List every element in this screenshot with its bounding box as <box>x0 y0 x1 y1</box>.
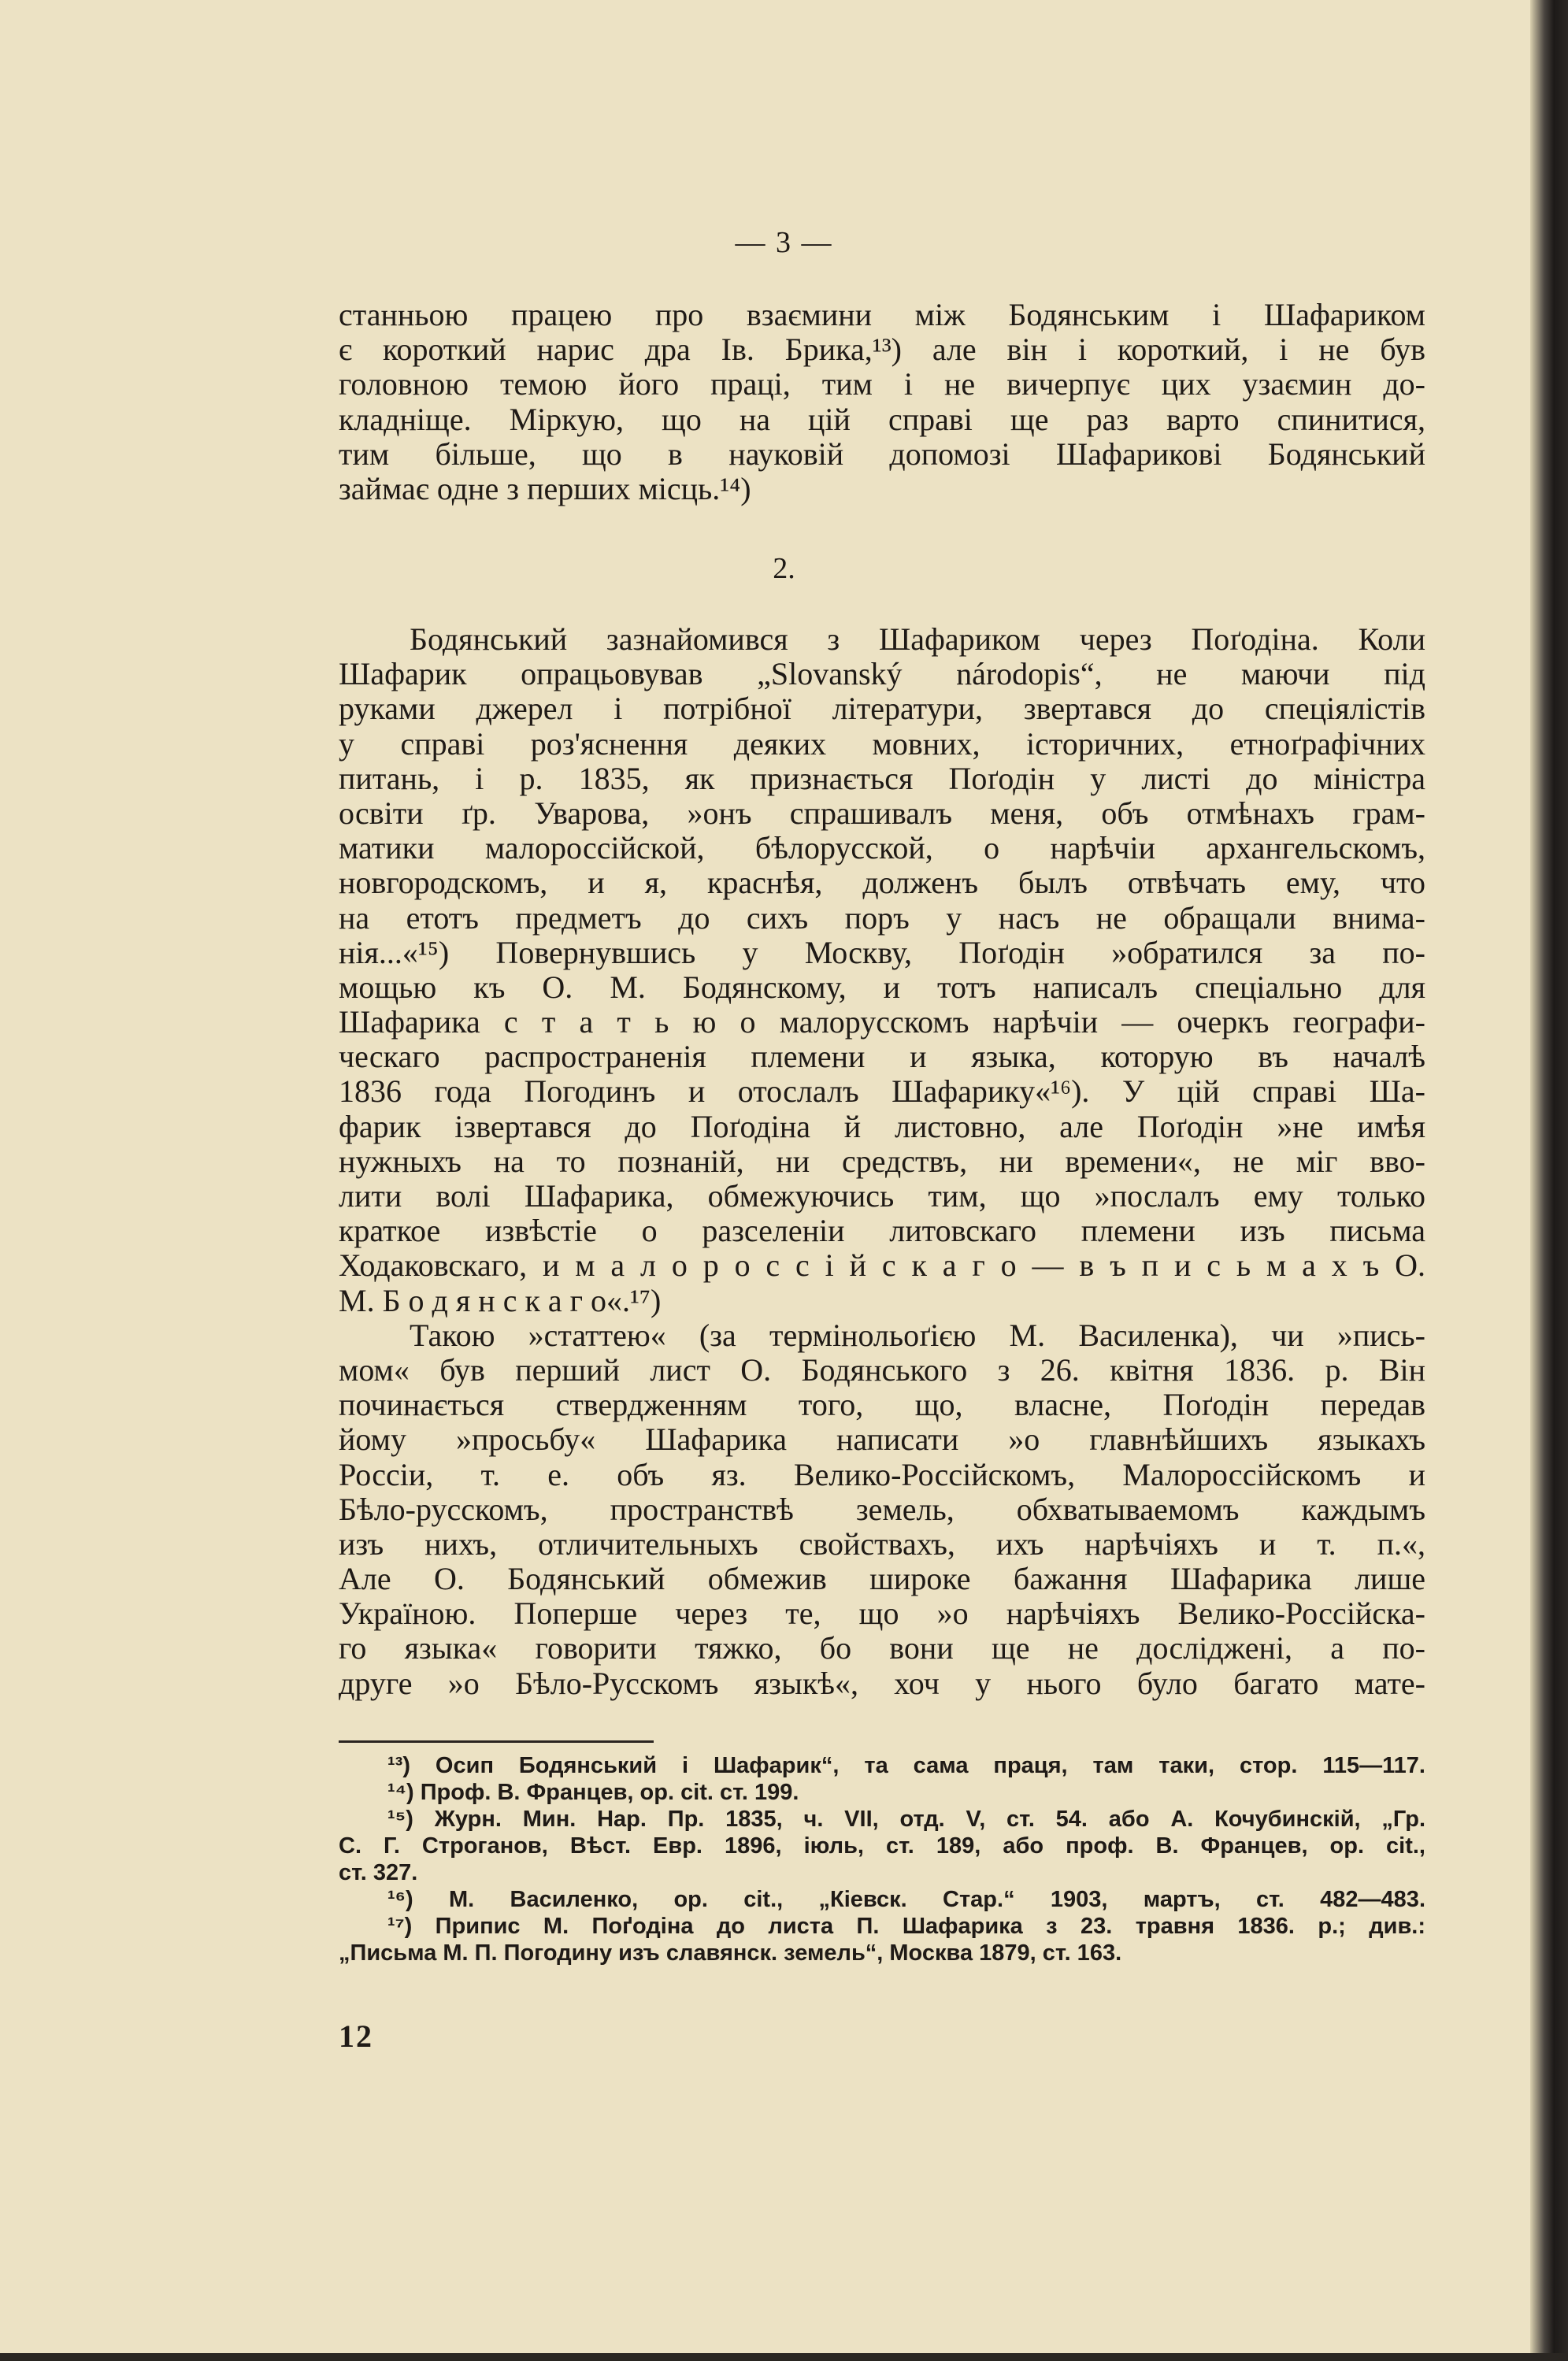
text-line: головною темою його праці, тим і не вичерпує цих узаємин до- <box>339 366 1425 402</box>
text-line: починається ствердженням того, що, власне, Поґодін передав <box>339 1387 1425 1423</box>
page-bottom-edge <box>0 2353 1568 2361</box>
text-line: у справі роз'яснення деяких мовних, історичних, етноґрафічних <box>339 725 1425 762</box>
paragraph-2 <box>339 1318 1425 1701</box>
text-line: йому »просьбу« Шафарика написати »о главнѣйшихъ языкахъ <box>339 1421 1425 1458</box>
text-line: Шафарика с т а т ь ю о малорусскомъ нарѣчіи — очеркъ географи- <box>339 1004 1425 1040</box>
text-line: Ходаковскаго, и м а л о р о с с і й с к а г о — в ъ п и с ь м а х ъ О. <box>339 1247 1425 1284</box>
text-line: освіти ґр. Уварова, »онъ спрашивалъ меня, объ отмѣнахъ грам- <box>339 795 1425 831</box>
text-line: Україною. Поперше через те, що »о нарѣчіяхъ Велико-Россійска- <box>339 1596 1425 1632</box>
text-line: матики малороссійской, бѣлорусской, о нарѣчіи архангельскомъ, <box>339 830 1425 866</box>
text-line: Россіи, т. е. объ яз. Велико-Россійскомъ, Малороссійскомъ и <box>339 1456 1425 1492</box>
text-line: нія...«¹⁵) Повернувшись у Москву, Поґодін »обратился за по- <box>339 934 1425 970</box>
footnote-line: ¹⁷) Припис М. Поґодіна до листа П. Шафарика з 23. травня 1836. р.; див.: <box>387 1914 1425 1939</box>
text-line: є короткий нарис дра Ів. Брика,¹³) але він і короткий, і не був <box>339 332 1425 368</box>
text-line: мом« був перший лист О. Бодянського з 26. квітня 1836. р. Він <box>339 1351 1425 1388</box>
intro-paragraph <box>339 298 1425 506</box>
footnote-17 <box>339 1913 1425 1966</box>
text-line: Бѣло-русскомъ, пространствѣ земель, обхватываемомъ каждымъ <box>339 1491 1425 1527</box>
text-line: го языка« говорити тяжко, бо вони ще не досліджені, а по- <box>339 1630 1425 1666</box>
footnote-16 <box>339 1886 1425 1913</box>
text-line: М. Б о д я н с к а г о«.¹⁷) <box>339 1282 662 1318</box>
text-line: займає одне з перших місць.¹⁴) <box>339 470 751 506</box>
text-line: тим більше, що в науковій допомозі Шафарикові Бодянський <box>339 436 1425 472</box>
text-line: станньою працею про взаємини між Бодянським і Шафариком <box>339 297 1425 332</box>
footnote-15 <box>339 1806 1425 1886</box>
footnote-14 <box>339 1779 1425 1806</box>
footnote-line: ¹⁵) Журн. Мин. Нар. Пр. 1835, ч. VII, отд. V, ст. 54. або А. Кочубинскій, „Гр. <box>387 1807 1425 1832</box>
text-line: Бодянський зазнайомився з Шафариком через Поґодіна. Коли <box>410 621 1425 657</box>
text-line: питань, і р. 1835, як признається Поґодін у листі до міністра <box>339 760 1425 796</box>
text-line: Такою »статтею« (за термінольоґією М. Василенка), чи »пись- <box>410 1317 1425 1353</box>
footnote-line: ¹⁶) М. Василенко, op. cit., „Кіевск. Стар.“ 1903, мартъ, ст. 482—483. <box>387 1887 1425 1912</box>
text-line: фарик ізвертався до Поґодіна й листовно, але Поґодін »не имѣя <box>339 1108 1425 1144</box>
section-heading: 2. <box>773 552 795 585</box>
footnote-rule <box>339 1740 654 1743</box>
footnote-line: С. Г. Строганов, Вѣст. Евр. 1896, іюль, ст. 189, або проф. В. Францев, op. cit., <box>339 1833 1425 1859</box>
text-line: нужныхъ на то познаній, ни средствъ, ни времени«, не міг вво- <box>339 1143 1425 1179</box>
text-line: на етотъ предметъ до сихъ поръ у насъ не обращали внима- <box>339 899 1425 936</box>
paragraph-1 <box>339 622 1425 1318</box>
footnote-line: „Письма М. П. Погодину изъ славянск. земель“, Москва 1879, ст. 163. <box>339 1940 1122 1966</box>
text-line: 1836 года Погодинъ и отослалъ Шафарику«¹⁶). У цій справі Ша- <box>339 1073 1425 1110</box>
text-line: руками джерел і потрібної літератури, звертався до спеціялістів <box>339 691 1425 727</box>
footnote-line: ¹⁴) Проф. В. Францев, op. cit. ст. 199. <box>387 1780 799 1805</box>
page-number: — 3 — <box>735 226 833 259</box>
footnote-line: ст. 327. <box>339 1860 418 1885</box>
text-line: новгородскомъ, и я, краснѣя, долженъ былъ отвѣчать ему, что <box>339 865 1425 901</box>
text-line: Але О. Бодянський обмежив широке бажання Шафарика лише <box>339 1561 1425 1597</box>
text-line: изъ нихъ, отличительныхъ свойствахъ, ихъ нарѣчіяхъ и т. п.«, <box>339 1525 1425 1562</box>
text-line: ческаго распространенія племени и языка, которую въ началѣ <box>339 1039 1425 1075</box>
text-line: кладніще. Міркую, що на цій справі ще раз варто спинитися, <box>339 401 1425 437</box>
text-line: лити волі Шафарика, обмежуючись тим, що »послалъ ему только <box>339 1178 1425 1214</box>
section-body <box>339 622 1425 1701</box>
text-line: Шафарик опрацьовував „Slovanský národopis“, не маючи під <box>339 656 1425 692</box>
book-spine-shadow <box>1530 0 1568 2361</box>
footnotes <box>339 1752 1425 1966</box>
footnote-13 <box>339 1752 1425 1779</box>
text-line: краткое извѣстіе о разселеніи литовскаго племени изъ письма <box>339 1213 1425 1249</box>
text-line: мощью къ О. М. Бодянскому, и тотъ написалъ спеціально для <box>339 969 1425 1005</box>
footnote-line: ¹³) Осип Бодянський і Шафарик“, та сама праця, там таки, стор. 115—117. <box>387 1753 1425 1778</box>
signature-folio: 12 <box>339 2018 373 2054</box>
text-line: друге »о Бѣло-Русскомъ языкѣ«, хоч у нього було багато мате- <box>339 1665 1425 1701</box>
